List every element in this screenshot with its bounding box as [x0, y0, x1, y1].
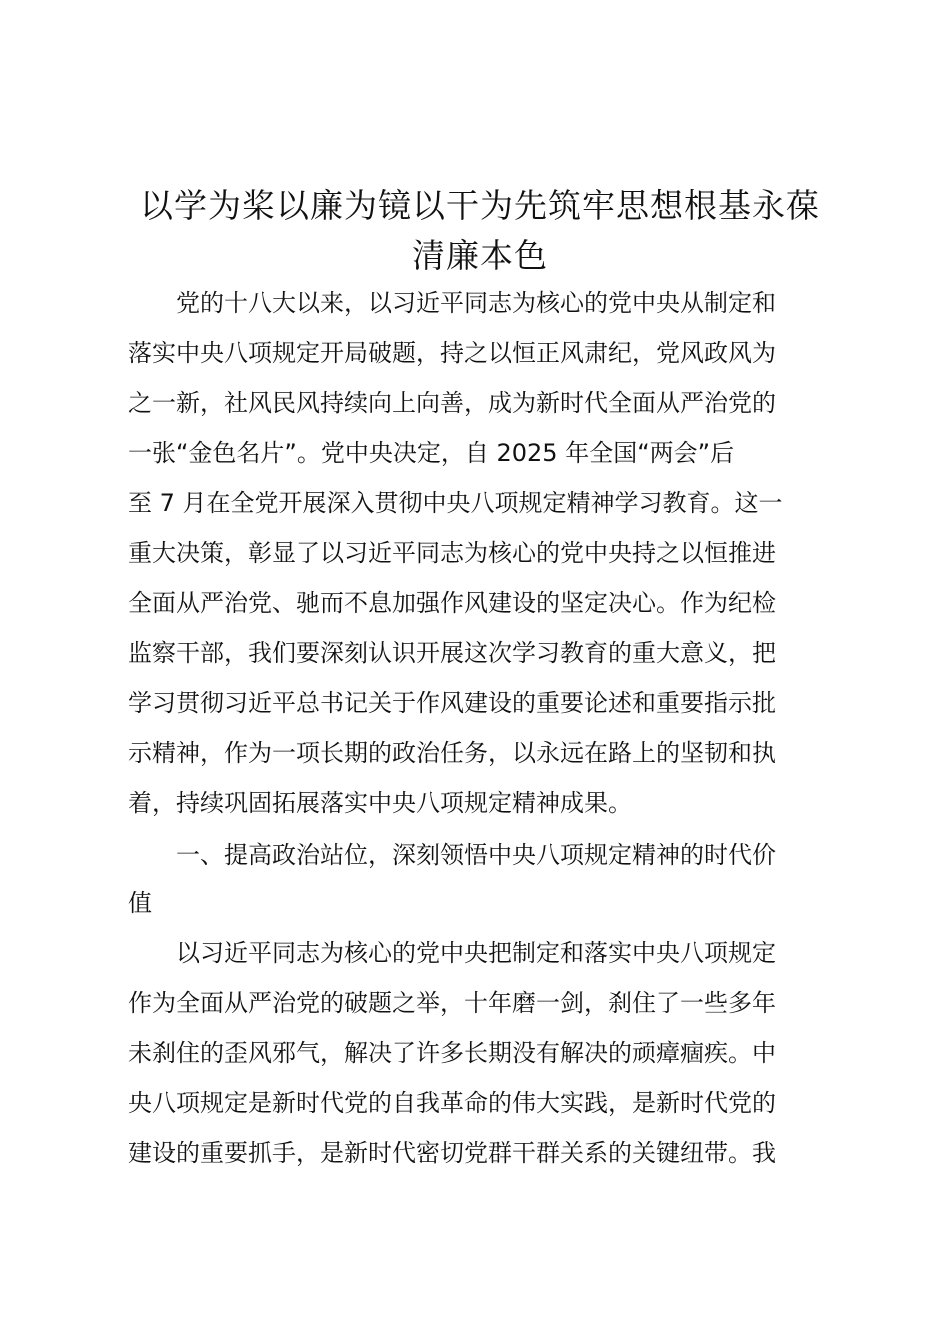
- paragraph-2-line-2: 作为全面从严治党的破题之举，十年磨一剑，刹住了一些多年: [128, 989, 776, 1017]
- paragraph-1-line-6: 重大决策，彰显了以习近平同志为核心的党中央持之以恒推进: [128, 539, 776, 567]
- paragraph-1-line-7: 全面从严治党、驰而不息加强作风建设的坚定决心。作为纪检: [128, 589, 776, 617]
- paragraph-1-line-5: 至 7 月在全党开展深入贯彻中央八项规定精神学习教育。这一: [128, 489, 783, 517]
- paragraph-1-line-1: 党的十八大以来，以习近平同志为核心的党中央从制定和: [128, 289, 776, 317]
- paragraph-2-line-1: 以习近平同志为核心的党中央把制定和落实中央八项规定: [128, 939, 776, 967]
- paragraph-1-line-9: 学习贯彻习近平总书记关于作风建设的重要论述和重要指示批: [128, 689, 776, 717]
- document-title-line-2: 清廉本色: [412, 236, 548, 275]
- paragraph-1-line-11: 着，持续巩固拓展落实中央八项规定精神成果。: [128, 789, 632, 817]
- paragraph-2-line-3: 未刹住的歪风邪气，解决了许多长期没有解决的顽瘴痼疾。中: [128, 1039, 776, 1067]
- paragraph-1-line-8: 监察干部，我们要深刻认识开展这次学习教育的重大意义，把: [128, 639, 776, 667]
- document-title-line-1: 以学为桨以廉为镜以干为先筑牢思想根基永葆: [140, 186, 820, 225]
- paragraph-1-line-2: 落实中央八项规定开局破题，持之以恒正风肃纪，党风政风为: [128, 339, 776, 367]
- paragraph-2-line-4: 央八项规定是新时代党的自我革命的伟大实践，是新时代党的: [128, 1089, 776, 1117]
- section-heading-line-2: 值: [128, 889, 152, 917]
- paragraph-1-line-4: 一张“金色名片”。党中央决定，自 2025 年全国“两会”后: [128, 439, 735, 467]
- paragraph-1-line-10: 示精神，作为一项长期的政治任务，以永远在路上的坚韧和执: [128, 739, 776, 767]
- paragraph-2-line-5: 建设的重要抓手，是新时代密切党群干群关系的关键纽带。我: [128, 1139, 776, 1167]
- section-heading-line-1: 一、提高政治站位，深刻领悟中央八项规定精神的时代价: [128, 841, 776, 869]
- paragraph-1-line-3: 之一新，社风民风持续向上向善，成为新时代全面从严治党的: [128, 389, 776, 417]
